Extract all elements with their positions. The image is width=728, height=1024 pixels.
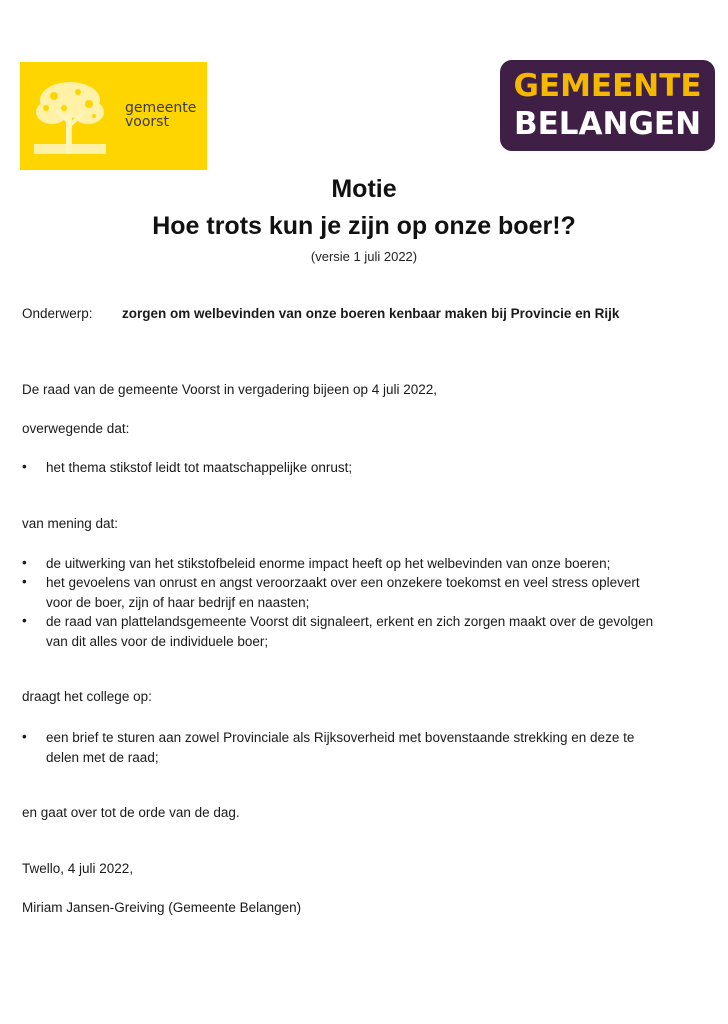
document-type: Motie — [331, 175, 397, 203]
tree-icon — [34, 78, 106, 154]
intro-text: De raad van de gemeente Voorst in vergadering bijeen op 4 juli 2022, — [22, 382, 438, 397]
subject-value: zorgen om welbevinden van onze boeren kenbaar maken bij Provincie en Rijk — [122, 306, 620, 321]
logo-text-gemeente-belangen-1: GEMEENTE — [513, 68, 702, 104]
logo-text-voorst: voorst — [125, 114, 169, 130]
signatory: Miriam Jansen-Greiving (Gemeente Belangen) — [22, 900, 302, 915]
instructs-item: een brief te sturen aan zowel Provinciale als Rijksoverheid met bovenstaande strekking en deze te — [46, 730, 635, 745]
bullet-icon: • — [22, 459, 27, 474]
document-title: Hoe trots kun je zijn op onze boer!? — [152, 212, 576, 240]
bullet-icon: • — [22, 613, 27, 628]
considering-heading: overwegende dat: — [22, 421, 130, 436]
opinion-item-continued: van dit alles voor de individuele boer; — [46, 634, 269, 649]
bullet-icon: • — [22, 729, 27, 744]
logo-text-gemeente-belangen-2: BELANGEN — [513, 106, 702, 142]
bullet-icon: • — [22, 555, 27, 570]
instructs-item-continued: delen met de raad; — [46, 750, 159, 765]
opinion-item: de raad van plattelandsgemeente Voorst dit signaleert, erkent en zich zorgen maakt over de gevolgen — [46, 614, 654, 629]
closing-text: en gaat over tot de orde van de dag. — [22, 805, 240, 820]
considering-item: het thema stikstof leidt tot maatschappelijke onrust; — [46, 460, 353, 475]
gemeente-belangen-logo — [500, 60, 715, 151]
opinion-item: de uitwerking van het stikstofbeleid enorme impact heeft op het welbevinden van onze boeren; — [46, 556, 611, 571]
opinion-item-continued: voor de boer, zijn of haar bedrijf en naasten; — [46, 595, 310, 610]
bullet-icon: • — [22, 574, 27, 589]
document-version: (versie 1 juli 2022) — [310, 249, 418, 264]
instructs-heading: draagt het college op: — [22, 689, 152, 704]
opinion-heading: van mening dat: — [22, 516, 119, 531]
gemeente-voorst-logo — [20, 62, 207, 170]
opinion-item: het gevoelens van onrust en angst veroorzaakt over een onzekere toekomst en veel stress oplevert — [46, 575, 640, 590]
place-date: Twello, 4 juli 2022, — [22, 861, 134, 876]
subject-label: Onderwerp: — [22, 306, 93, 321]
logo-text-gemeente: gemeente — [125, 100, 197, 116]
